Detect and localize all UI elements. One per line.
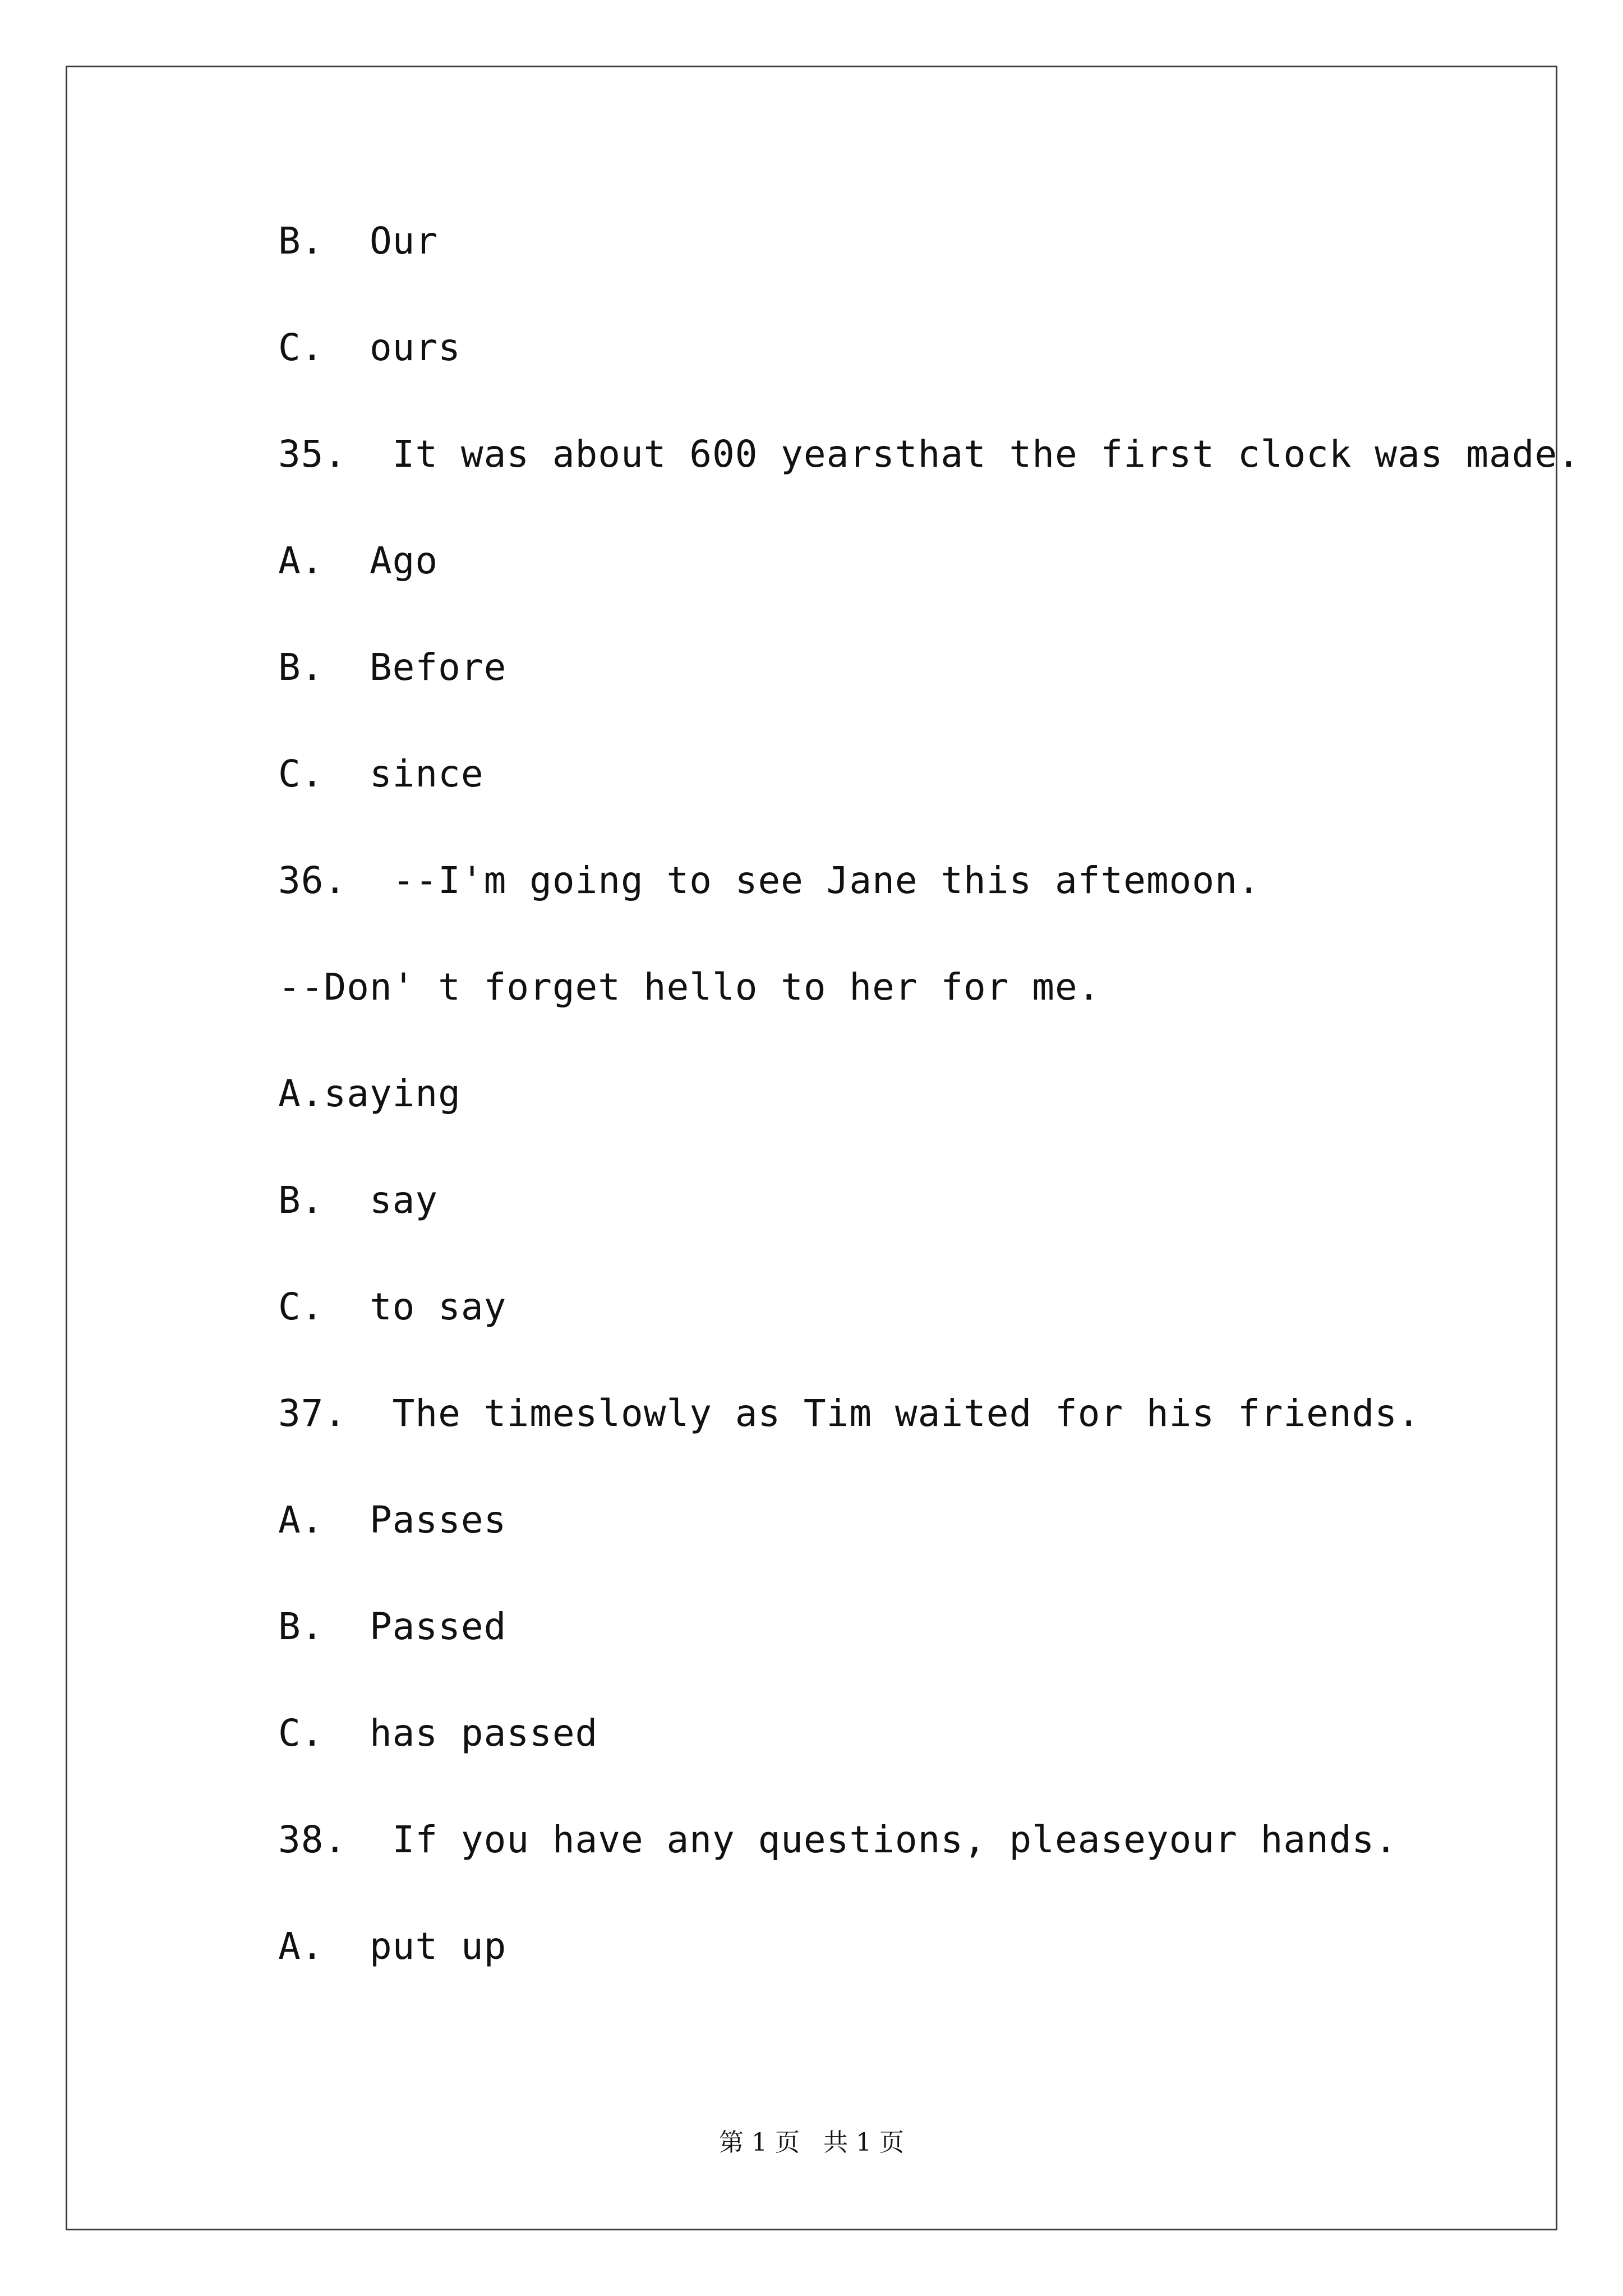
text-line: A. Passes bbox=[278, 1498, 507, 1542]
page-footer: 第 1 页 共 1 页 bbox=[719, 2128, 904, 2157]
text-line: B. Before bbox=[278, 646, 507, 689]
text-line: C. ours bbox=[278, 326, 461, 369]
text-line: C. has passed bbox=[278, 1711, 598, 1755]
page-border bbox=[66, 66, 1557, 2230]
text-line: B. say bbox=[278, 1179, 439, 1222]
text-line: A. Ago bbox=[278, 539, 439, 582]
question-38: 38. If you have any questions, pleaseyour hands. bbox=[278, 1818, 1398, 1861]
question-36: 36. --I'm going to see Jane this aftemoon. bbox=[278, 859, 1261, 902]
text-line: --Don' t forget hello to her for me. bbox=[278, 965, 1101, 1009]
text-line: A. put up bbox=[278, 1925, 507, 1968]
text-line: B. Our bbox=[278, 219, 439, 263]
question-35: 35. It was about 600 yearsthat the first clock was made. bbox=[278, 432, 1580, 476]
text-line: A.saying bbox=[278, 1072, 461, 1115]
text-line: C. to say bbox=[278, 1285, 507, 1328]
question-37: 37. The timeslowly as Tim waited for his friends. bbox=[278, 1392, 1421, 1435]
text-line: C. since bbox=[278, 752, 484, 795]
text-line: B. Passed bbox=[278, 1605, 507, 1648]
